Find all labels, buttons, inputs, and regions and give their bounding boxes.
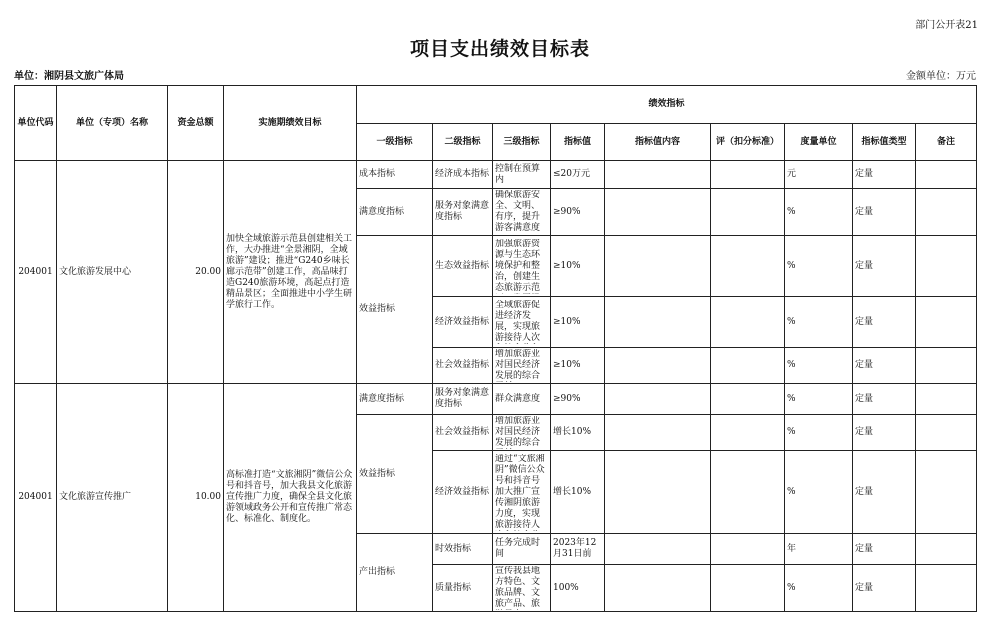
level3-text: 加强旅游资源与生态环境保护和整治，创建生态旅游示范	[495, 238, 541, 293]
unit-cell: %	[785, 236, 853, 297]
type-cell: 定量	[853, 297, 916, 348]
score-cell	[711, 451, 785, 534]
note-cell	[916, 565, 977, 612]
header-name: 单位（专项）名称	[57, 86, 168, 161]
header-type: 指标值类型	[853, 124, 916, 161]
value-cell: 100%	[551, 565, 605, 612]
content-cell	[605, 565, 711, 612]
note-cell	[916, 297, 977, 348]
level2-cell: 经济成本指标	[433, 161, 493, 189]
header-note: 备注	[916, 124, 977, 161]
table-row	[15, 161, 977, 189]
level1-cell: 效益指标	[357, 415, 433, 534]
header-level3: 三级指标	[493, 124, 551, 161]
header-row	[15, 86, 977, 124]
level3-text: 确保旅游安全、文明、有序，提升游客满意度	[495, 190, 541, 233]
type-cell: 定量	[853, 236, 916, 297]
unit-cell: %	[785, 451, 853, 534]
type-cell: 定量	[853, 451, 916, 534]
type-cell: 定量	[853, 161, 916, 189]
note-cell	[916, 348, 977, 384]
score-cell	[711, 236, 785, 297]
project-amount: 10.00	[168, 384, 224, 612]
unit-cell: 元	[785, 161, 853, 189]
value-cell: ≥10%	[551, 348, 605, 384]
note-cell	[916, 534, 977, 565]
level3-text: 增加旅游业对国民经济发展的综合	[495, 416, 541, 448]
header-value: 指标值	[551, 124, 605, 161]
unit-cell: %	[785, 297, 853, 348]
level3-cell: 控制在预算内	[493, 161, 551, 189]
score-cell	[711, 297, 785, 348]
unit-cell: %	[785, 348, 853, 384]
unit-label: 单位：湘阴县文旅广体局	[14, 71, 124, 82]
header-level2: 二级指标	[433, 124, 493, 161]
content-cell	[605, 451, 711, 534]
content-cell	[605, 348, 711, 384]
note-cell	[916, 161, 977, 189]
level1-cell: 满意度指标	[357, 189, 433, 236]
level2-cell: 服务对象满意度指标	[433, 384, 493, 415]
note-cell	[916, 415, 977, 451]
level1-cell: 效益指标	[357, 236, 433, 384]
project-amount: 20.00	[168, 161, 224, 384]
level3-text: 增加旅游业对国民经济发展的综合	[495, 349, 541, 381]
header-amount: 资金总额	[168, 86, 224, 161]
score-cell	[711, 384, 785, 415]
level1-cell: 成本指标	[357, 161, 433, 189]
level1-cell: 满意度指标	[357, 384, 433, 415]
score-cell	[711, 534, 785, 565]
unit-cell: 年	[785, 534, 853, 565]
value-cell: ≥90%	[551, 384, 605, 415]
level3-cell: 任务完成时间	[493, 534, 551, 565]
level3-text: 全域旅游促进经济发展，实现旅游接待人次	[495, 300, 541, 343]
project-goal: 高标准打造“文旅湘阴”微信公众号和抖音号，加大我县文化旅游宣传推广力度，确保全县文化旅游领域政务公开和宣传推广常态化、标准化、制度化。	[224, 384, 357, 612]
content-cell	[605, 534, 711, 565]
project-name: 文化旅游宣传推广	[57, 384, 168, 612]
level2-cell: 经济效益指标	[433, 451, 493, 534]
level3-cell: 群众满意度	[493, 384, 551, 415]
money-unit-label: 金额单位：万元	[906, 71, 976, 82]
unit-cell: %	[785, 189, 853, 236]
score-cell	[711, 161, 785, 189]
score-cell	[711, 565, 785, 612]
note-cell	[916, 384, 977, 415]
content-cell	[605, 415, 711, 451]
value-cell: ≥10%	[551, 297, 605, 348]
performance-table	[14, 85, 977, 612]
value-cell: ≥90%	[551, 189, 605, 236]
score-cell	[711, 348, 785, 384]
note-cell	[916, 236, 977, 297]
project-code: 204001	[15, 161, 57, 384]
page-title: 项目支出绩效目标表	[409, 38, 590, 60]
level3-text: 宣传我县地方特色、文旅品牌、文旅产品、旅	[495, 566, 541, 609]
type-cell: 定量	[853, 384, 916, 415]
header-content: 指标值内容	[605, 124, 711, 161]
level3-cell	[493, 565, 551, 612]
content-cell	[605, 236, 711, 297]
content-cell	[605, 384, 711, 415]
level3-cell	[493, 348, 551, 384]
level2-cell: 生态效益指标	[433, 236, 493, 297]
header-goal: 实施期绩效目标	[224, 86, 357, 161]
level2-cell: 服务对象满意度指标	[433, 189, 493, 236]
score-cell	[711, 189, 785, 236]
level2-cell: 经济效益指标	[433, 297, 493, 348]
level2-cell: 社会效益指标	[433, 415, 493, 451]
type-cell: 定量	[853, 534, 916, 565]
content-cell	[605, 297, 711, 348]
project-name: 文化旅游发展中心	[57, 161, 168, 384]
project-code: 204001	[15, 384, 57, 612]
value-cell: 2023年12月31日前	[551, 534, 605, 565]
level2-cell: 社会效益指标	[433, 348, 493, 384]
level2-cell: 质量指标	[433, 565, 493, 612]
level3-cell	[493, 415, 551, 451]
type-cell: 定量	[853, 348, 916, 384]
value-cell: 增长10%	[551, 415, 605, 451]
content-cell	[605, 161, 711, 189]
unit-cell: %	[785, 565, 853, 612]
unit-cell: %	[785, 384, 853, 415]
value-cell: ≥10%	[551, 236, 605, 297]
level2-cell: 时效指标	[433, 534, 493, 565]
type-cell: 定量	[853, 415, 916, 451]
header-indicators: 绩效指标	[357, 86, 977, 124]
project-goal: 加快全域旅游示范县创建相关工作，大办推进“全景湘阴，全域旅游”建设；推进“G240乡味长廊示范带”创建工作，高品味打造G240旅游环境，高起点打造精品景区；全面推进中小学生研学旅行工作。	[224, 161, 357, 384]
table-row	[15, 384, 977, 415]
level3-cell	[493, 189, 551, 236]
value-cell: 增长10%	[551, 451, 605, 534]
score-cell	[711, 415, 785, 451]
level3-cell	[493, 297, 551, 348]
level3-text: 通过“文旅湘阴”微信公众号和抖音号加大推广宣传湘阴旅游力度，实现旅游接待人	[495, 453, 545, 530]
level3-cell	[493, 236, 551, 297]
note-cell	[916, 451, 977, 534]
level3-cell	[493, 451, 551, 534]
form-number: 部门公开表21	[915, 20, 978, 31]
header-score: 评（扣分标准）	[711, 124, 785, 161]
type-cell: 定量	[853, 565, 916, 612]
content-cell	[605, 189, 711, 236]
level1-cell: 产出指标	[357, 534, 433, 612]
header-unit: 度量单位	[785, 124, 853, 161]
header-level1: 一级指标	[357, 124, 433, 161]
unit-cell: %	[785, 415, 853, 451]
note-cell	[916, 189, 977, 236]
type-cell: 定量	[853, 189, 916, 236]
value-cell: ≤20万元	[551, 161, 605, 189]
header-code: 单位代码	[15, 86, 57, 161]
